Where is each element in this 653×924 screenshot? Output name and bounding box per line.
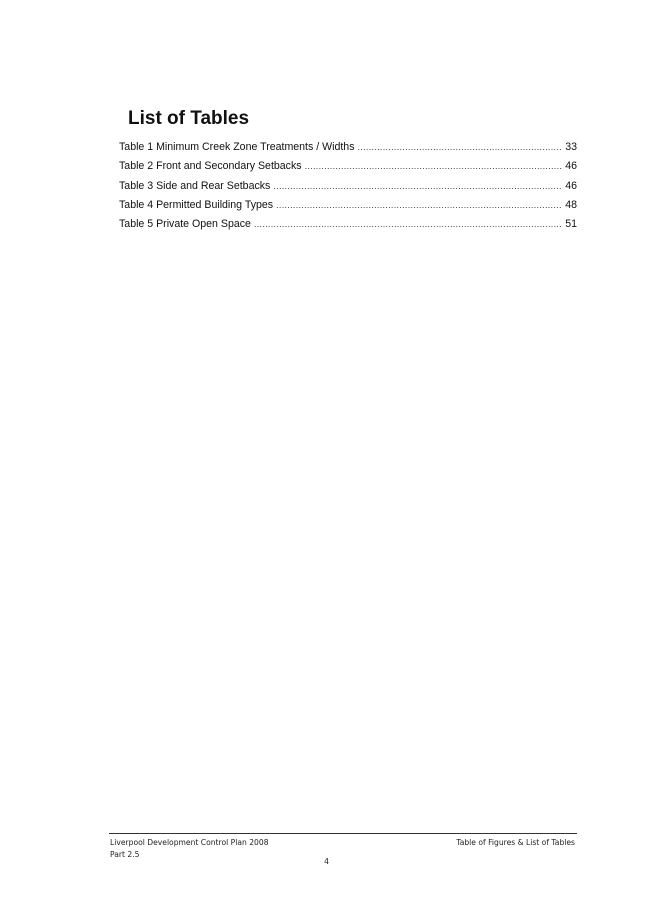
toc-leader-dots [305, 157, 563, 176]
toc-entry[interactable] [119, 196, 577, 215]
footer-divider [109, 833, 577, 834]
toc-entry-page: 46 [565, 179, 577, 192]
toc-entry-page: 46 [565, 160, 577, 173]
toc-leader-dots [276, 196, 562, 215]
toc-entry-page: 33 [565, 141, 577, 153]
toc-entry-label: Table 3 Side and Rear Setbacks [119, 179, 271, 192]
list-of-tables [119, 138, 577, 234]
toc-entry[interactable] [119, 157, 577, 176]
toc-leader-dots [358, 138, 563, 157]
toc-entry-label: Table 1 Minimum Creek Zone Treatments / Widths [119, 141, 355, 153]
toc-entry-label: Table 4 Permitted Building Types [119, 198, 274, 211]
toc-entry[interactable] [119, 177, 577, 196]
toc-leader-dots [254, 215, 562, 234]
toc-entry-page: 48 [565, 198, 577, 211]
toc-entry-label: Table 2 Front and Secondary Setbacks [119, 160, 302, 173]
footer-title-line: Liverpool Development Control Plan 2008 [110, 838, 269, 847]
toc-entry-page: 51 [565, 218, 577, 231]
toc-entry-label: Table 5 Private Open Space [119, 218, 251, 231]
footer-section-title: Table of Figures & List of Tables [456, 838, 575, 847]
toc-leader-dots [273, 177, 562, 196]
toc-entry[interactable] [119, 215, 577, 234]
toc-entry[interactable] [119, 138, 577, 157]
footer-part-line: Part 2.5 [110, 850, 140, 859]
page-heading: List of Tables [128, 108, 250, 129]
page-number: 4 [324, 857, 329, 866]
